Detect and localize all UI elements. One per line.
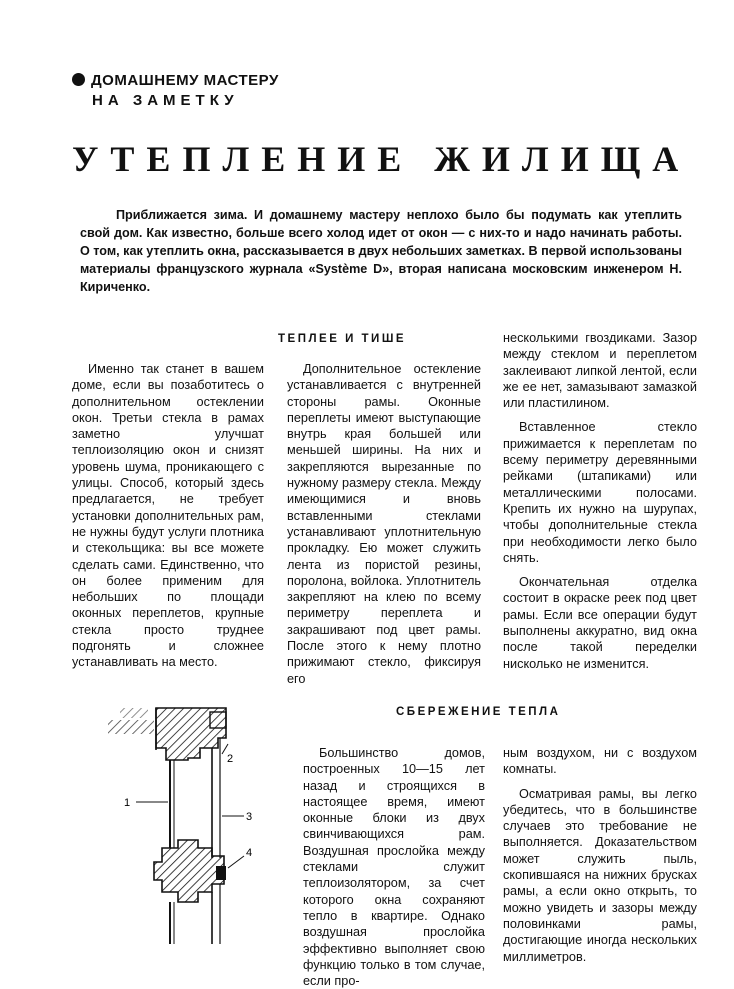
figure-label-1: 1 — [124, 797, 131, 809]
section1-col2-text: Дополнительное остекление устанавливается с внутренней стороны рамы. Оконные переплеты имеют выступающие внутрь края большей или меньшей ширины. На них и закрепляются вырезанные по нужному размеру стекла. Между имеющимися и вновь вставленными стеклами устанавливают уплотнительную прокладку. Ею может служить лента из пористой резины, поролона, войлока. Уплотнитель закрепляют на клею по всему периметру переплета и закрашивают под цвет рамы. После этого к нему плотно прижимают стекло, фиксируя его — [287, 362, 481, 686]
article-title: УТЕПЛЕНИЕ ЖИЛИЩА — [72, 139, 691, 179]
article-intro: Приближается зима. И домашнему мастеру неплохо было бы подумать как утеплить свой дом. Как известно, больше всего холод идет от окон — с них-то и надо начинать работы. О том, как утеплить окна, рассказывается в двух небольших заметках. В первой использованы материалы французского журнала «Système D», вторая написана московским инженером Н. Кириченко. — [80, 208, 682, 294]
section1-col3-p3: Окончательная отделка состоит в окраске реек под цвет рамы. Если все операции будут выполнены аккуратно, вид окна после такой переделки нисколько не изменится. — [503, 575, 697, 671]
wall-hatching — [108, 708, 154, 734]
section2-col2-p2: Осматривая рамы, вы легко убедитесь, что в большинстве случаев это требование не выполняется. Доказательством может служить пыль, скопившаяся на нижних брусках рамы, а если окно открыть, то можно увидеть и зазоры между половинками рамы, достигающие иногда нескольких миллиметров. — [503, 786, 697, 964]
rubric-text-1: ДОМАШНЕМУ МАСТЕРУ — [91, 72, 279, 89]
section1-column-1 — [72, 361, 264, 671]
top-frame-profile — [156, 708, 226, 760]
figure-label-2: 2 — [227, 753, 234, 765]
section2-heading: СБЕРЕЖЕНИЕ ТЕПЛА — [396, 706, 561, 718]
section1-col3-p1: несколькими гвоздиками. Зазор между стеклом и переплетом заклеивают липкой лентой, если же ее нет, замазывают замазкой или пластилином. — [503, 331, 697, 411]
section2-column-1 — [303, 745, 485, 989]
middle-frame-profile — [154, 840, 224, 902]
figure-label-3: 3 — [246, 811, 253, 823]
bullet-icon — [72, 73, 85, 86]
section1-col1-text: Именно так станет в вашем доме, если вы позаботитесь о дополнительном остеклении окон. Третьи стекла в рамах заметно улучшат теплоизоляцию окон и снизят уровень шума, проникающего с улицы. Способ, который здесь предлагается, не требует установки дополнительных рам, не нужны будут услуги плотника и стекольщика: вы все можете сделать сами. Единственно, что он более применим для небольших по площади оконных переплетов, крупные стекла просто труднее подгонять и сложнее устанавливать на место. — [72, 362, 264, 670]
section1-col3-p2: Вставленное стекло прижимается к переплетам по всему периметру деревянными рейками (штапиками) или металлическими полосами. Крепить их нужно на шурупах, чтобы дополнительные стекла при необходимости легко было снять. — [503, 420, 697, 565]
window-section-figure — [100, 698, 300, 944]
section2-col1-text: Большинство домов, построенных 10—15 лет назад и строящихся в настоящее время, имеют оконные блоки из двух свинчивающихся рам. Воздушная прослойка между стеклами служит теплоизолятором, за счет которого окна сохраняют тепло в квартире. Однако воздушная прослойка эффективно выполняет свою функцию только в том случае, если про- — [303, 746, 485, 989]
section2-col2-p1: ным воздухом, ни с воздухом комнаты. — [503, 746, 697, 777]
leader-4 — [228, 856, 244, 868]
figure-label-4: 4 — [246, 847, 253, 859]
rubric-line2: НА ЗАМЕТКУ — [92, 92, 239, 109]
section1-heading: ТЕПЛЕЕ И ТИШЕ — [278, 333, 407, 345]
seal-strip — [216, 866, 226, 880]
section2-column-2 — [503, 745, 697, 965]
section1-column-3 — [503, 330, 697, 672]
section1-column-2 — [287, 361, 481, 687]
rubric-line1 — [72, 72, 279, 89]
